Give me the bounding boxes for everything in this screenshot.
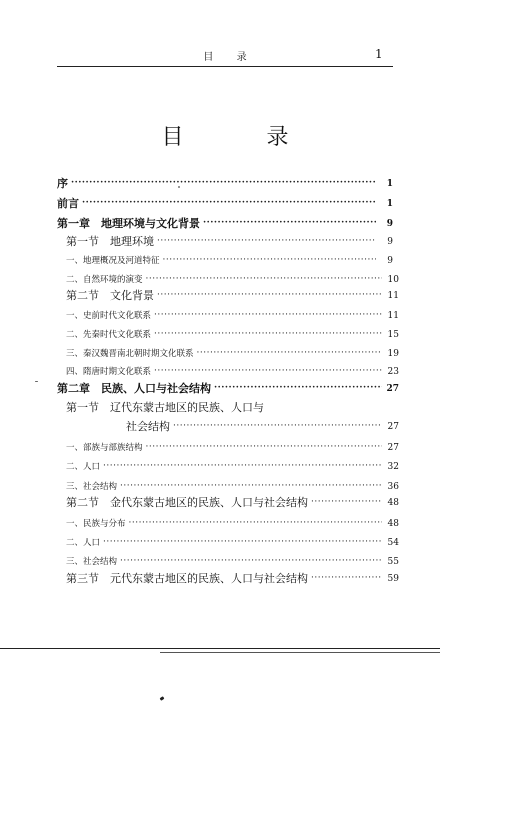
toc-entry-preface[interactable] xyxy=(57,176,393,192)
toc-entry-ch2-s2-item-2[interactable] xyxy=(66,536,399,550)
toc-label: 三、社会结构 xyxy=(66,482,118,492)
toc-entry-ch2-section-2[interactable] xyxy=(66,495,399,511)
scan-speck xyxy=(160,696,165,701)
toc-label: 一、部族与部族结构 xyxy=(66,443,143,453)
toc-label: 二、先秦时代文化联系 xyxy=(66,330,152,340)
toc-label: 一、地理概况及河道特征 xyxy=(66,256,160,266)
toc-entry-ch1-s2-item-3[interactable] xyxy=(66,347,399,361)
toc-page: 1 xyxy=(386,179,393,189)
toc-leader xyxy=(214,381,382,397)
toc-label: 二、自然环境的演变 xyxy=(66,275,143,285)
toc-leader xyxy=(173,419,382,435)
toc-label: 前言 xyxy=(57,197,79,210)
toc-entry-ch2-section-1[interactable] xyxy=(126,419,399,435)
toc-page: 10 xyxy=(387,275,399,285)
footer-rule xyxy=(0,648,440,649)
toc-page: 27 xyxy=(386,384,399,394)
toc-label: 三、社会结构 xyxy=(66,557,118,567)
toc-page: 48 xyxy=(387,519,399,529)
toc-page: 9 xyxy=(387,256,393,266)
toc-leader xyxy=(129,517,382,531)
toc-leader xyxy=(154,365,382,379)
running-title: 目 录 xyxy=(203,52,257,63)
toc-leader xyxy=(311,495,382,511)
toc-page: 27 xyxy=(387,443,399,453)
scan-speck xyxy=(35,381,38,382)
toc-leader xyxy=(103,536,382,550)
toc-entry-ch2-section-3[interactable] xyxy=(66,571,399,587)
toc-leader xyxy=(154,309,382,323)
toc-page: 59 xyxy=(387,574,399,584)
toc-page: 11 xyxy=(387,291,399,301)
toc-label: 一、民族与分布 xyxy=(66,519,126,529)
toc-entry-ch2-s1-item-3[interactable] xyxy=(66,480,399,494)
toc-entry-ch2-s1-item-1[interactable] xyxy=(66,441,399,455)
toc-page: 54 xyxy=(387,538,399,548)
footer-rule-thin xyxy=(160,652,440,653)
toc-page: 11 xyxy=(387,311,399,321)
toc-page: 19 xyxy=(387,349,399,359)
toc-page: 9 xyxy=(386,219,393,229)
toc-entry-chapter-1[interactable] xyxy=(57,216,393,232)
toc-leader xyxy=(154,328,382,342)
toc-entry-ch1-section-1[interactable] xyxy=(66,234,393,250)
toc-leader xyxy=(157,234,376,250)
toc-entry-chapter-2[interactable] xyxy=(57,381,399,397)
toc-label: 第二节 文化背景 xyxy=(66,289,154,302)
toc-page: 27 xyxy=(387,422,399,432)
toc-entry-ch1-s1-item-2[interactable] xyxy=(66,273,399,287)
toc-leader xyxy=(203,216,376,232)
page-number: 1 xyxy=(375,47,383,61)
toc-leader xyxy=(311,571,382,587)
toc-label: 序 xyxy=(57,177,68,190)
toc-entry-ch1-s1-item-1[interactable] xyxy=(66,254,393,268)
toc-label: 二、人口 xyxy=(66,462,101,472)
toc-entry-ch1-s2-item-1[interactable] xyxy=(66,309,399,323)
toc-leader xyxy=(71,176,376,192)
toc-label: 二、人口 xyxy=(66,538,101,548)
toc-entry-ch2-s2-item-3[interactable] xyxy=(66,555,399,569)
running-head xyxy=(0,48,505,66)
toc-entry-ch2-section-1-line1[interactable]: 第一节 辽代东蒙古地区的民族、人口与 xyxy=(66,401,264,414)
toc-leader xyxy=(197,347,382,361)
toc-label: 第三节 元代东蒙古地区的民族、人口与社会结构 xyxy=(66,572,308,585)
toc-label: 第二章 民族、人口与社会结构 xyxy=(57,382,211,395)
toc-leader xyxy=(157,288,382,304)
toc-label: 四、隋唐时期文化联系 xyxy=(66,367,152,377)
toc-label: 社会结构 xyxy=(126,420,170,433)
toc-label: 第二节 金代东蒙古地区的民族、人口与社会结构 xyxy=(66,496,308,509)
toc-label: 一、史前时代文化联系 xyxy=(66,311,152,321)
toc-entry-ch2-s1-item-2[interactable] xyxy=(66,460,399,474)
toc-page: 36 xyxy=(387,482,399,492)
page-title: 目 录 xyxy=(161,125,327,150)
toc-page: 15 xyxy=(387,330,399,340)
toc-leader xyxy=(82,196,376,212)
toc-label: 三、秦汉魏晋南北朝时期文化联系 xyxy=(66,349,194,359)
toc-page: 48 xyxy=(387,498,399,508)
toc-leader xyxy=(163,254,376,268)
toc-page: 9 xyxy=(387,237,393,247)
toc-label: 第一节 地理环境 xyxy=(66,235,154,248)
toc-page: 55 xyxy=(387,557,399,567)
toc-entry-ch1-s2-item-2[interactable] xyxy=(66,328,399,342)
toc-page: 1 xyxy=(386,199,393,209)
toc-leader xyxy=(103,460,382,474)
toc-leader xyxy=(146,441,382,455)
toc-leader xyxy=(120,480,382,494)
toc-entry-ch2-s2-item-1[interactable] xyxy=(66,517,399,531)
toc-page: 32 xyxy=(387,462,399,472)
toc-leader xyxy=(146,273,382,287)
toc-entry-ch1-s2-item-4[interactable] xyxy=(66,365,399,379)
toc-label: 第一章 地理环境与文化背景 xyxy=(57,217,200,230)
toc-entry-ch1-section-2[interactable] xyxy=(66,288,399,304)
toc-entry-foreword[interactable] xyxy=(57,196,393,212)
toc-leader xyxy=(120,555,382,569)
header-rule xyxy=(57,66,393,67)
toc-page: 23 xyxy=(387,367,399,377)
scan-speck xyxy=(178,186,180,188)
